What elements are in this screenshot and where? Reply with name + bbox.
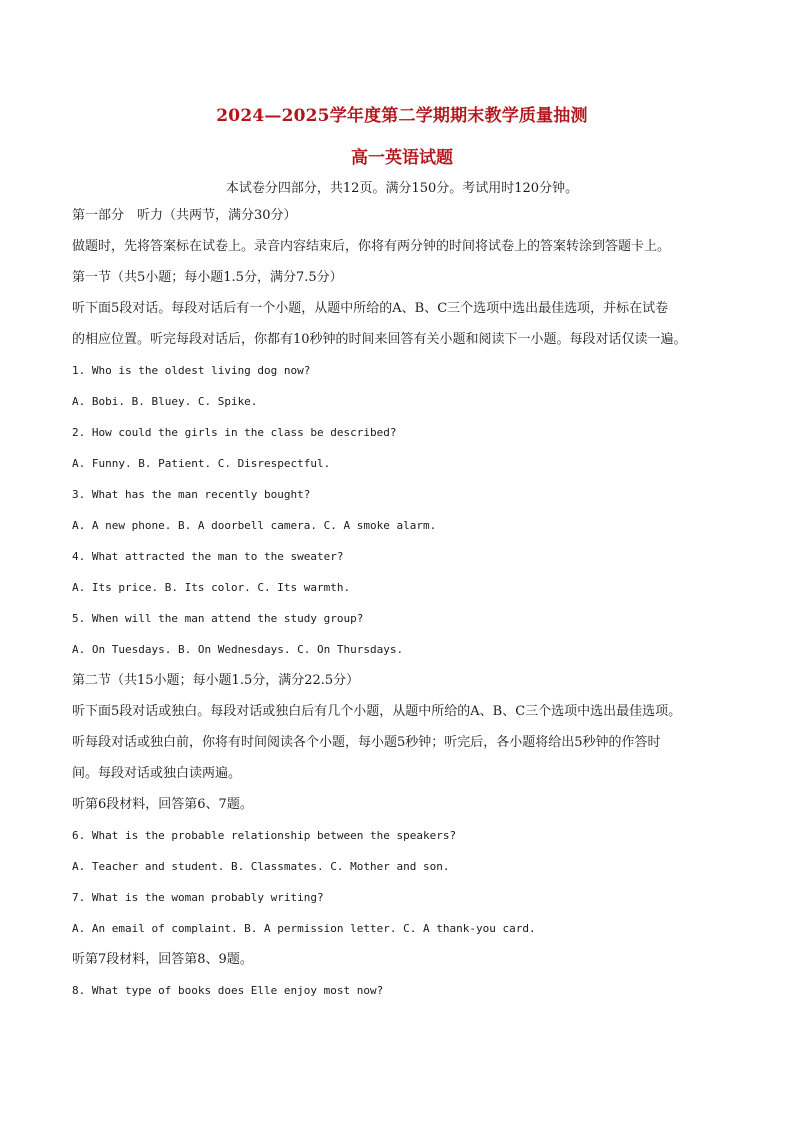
question-line: A. Its price. B. Its color. C. Its warmth. xyxy=(72,581,351,594)
exam-subtitle: 高一英语试题 xyxy=(351,148,453,168)
question-line: 5. When will the man attend the study group? xyxy=(72,612,364,625)
question-line: 4. What attracted the man to the sweater? xyxy=(72,550,344,563)
question-line: 2. How could the girls in the class be described? xyxy=(72,426,397,439)
question-line: 8. What type of books does Elle enjoy most now? xyxy=(72,984,384,997)
instruction-line: 听第7段材料，回答第8、9题。 xyxy=(72,952,253,967)
exam-page xyxy=(72,104,732,1006)
exam-title: 2024—2025学年度第二学期期末教学质量抽测 xyxy=(216,106,588,126)
instruction-line: 听下面5段对话或独白。每段对话或独白后有几个小题，从题中所给的A、B、C三个选项中选出最佳选项。 xyxy=(72,704,682,719)
instruction-line: 间。每段对话或独白读两遍。 xyxy=(72,766,242,781)
exam-intro: 本试卷分四部分，共12页。满分150分。考试用时120分钟。 xyxy=(225,181,579,196)
question-line: 6. What is the probable relationship between the speakers? xyxy=(72,829,457,842)
instruction-line: 第一部分 听力（共两节，满分30分） xyxy=(72,208,297,223)
question-line: A. Funny. B. Patient. C. Disrespectful. xyxy=(72,457,331,470)
instruction-line: 第一节（共5小题；每小题1.5分，满分7.5分） xyxy=(72,270,343,285)
instruction-line: 做题时，先将答案标在试卷上。录音内容结束后，你将有两分钟的时间将试卷上的答案转涂到答题卡上。 xyxy=(72,239,671,254)
instruction-line: 第二节（共15小题；每小题1.5分，满分22.5分） xyxy=(72,673,360,688)
question-line: 7. What is the woman probably writing? xyxy=(72,891,324,904)
instruction-line: 听下面5段对话。每段对话后有一个小题，从题中所给的A、B、C三个选项中选出最佳选项，并标在试卷 xyxy=(72,301,669,316)
instruction-line: 听第6段材料，回答第6、7题。 xyxy=(72,797,253,812)
question-line: 3. What has the man recently bought? xyxy=(72,488,311,501)
question-line: A. A new phone. B. A doorbell camera. C. A smoke alarm. xyxy=(72,519,437,532)
question-line: A. Bobi. B. Bluey. C. Spike. xyxy=(72,395,258,408)
question-line: 1. Who is the oldest living dog now? xyxy=(72,364,311,377)
question-line: A. On Tuesdays. B. On Wednesdays. C. On Thursdays. xyxy=(72,643,404,656)
question-line: A. An email of complaint. B. A permission letter. C. A thank-you card. xyxy=(72,922,536,935)
question-line: A. Teacher and student. B. Classmates. C. Mother and son. xyxy=(72,860,450,873)
instruction-line: 听每段对话或独白前，你将有时间阅读各个小题，每小题5秒钟；听完后，各小题将给出5秒钟的作答时 xyxy=(72,735,661,750)
exam-body xyxy=(72,200,732,1006)
instruction-line: 的相应位置。听完每段对话后，你都有10秒钟的时间来回答有关小题和阅读下一小题。每段对话仅读一遍。 xyxy=(72,332,687,347)
